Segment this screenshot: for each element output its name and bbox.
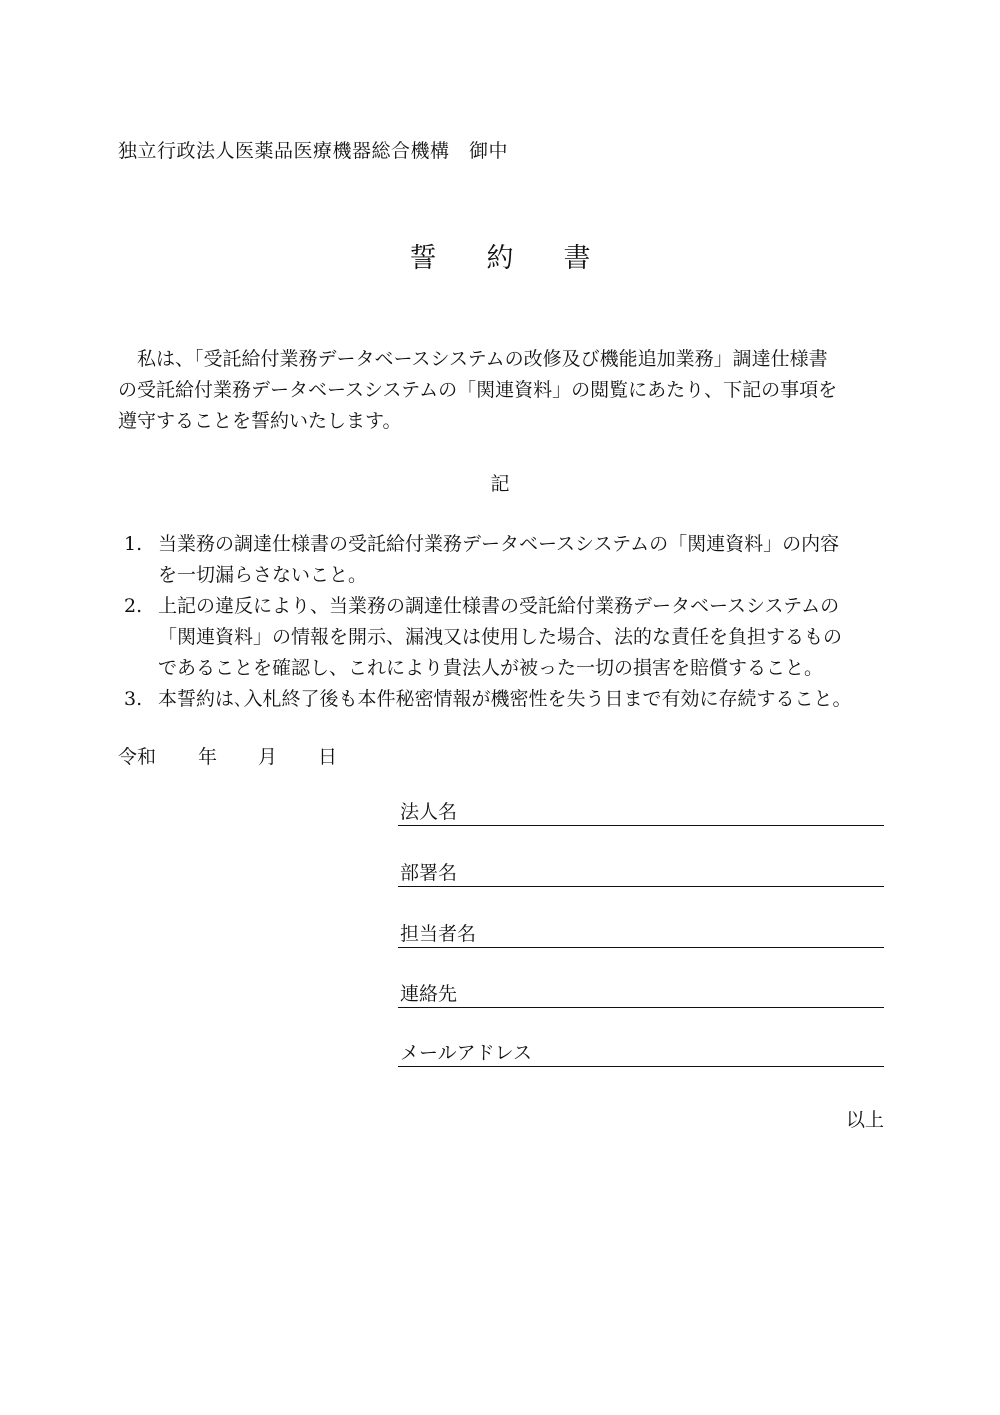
item-line: 「関連資料」の情報を開示、漏洩又は使用した場合、法的な責任を負担するもの: [158, 626, 843, 648]
contact-field[interactable]: [398, 981, 884, 1008]
title-char-1: 誓: [409, 243, 437, 274]
item-line: であることを確認し、これにより貴法人が被った一切の損害を賠償すること。: [158, 657, 824, 679]
addressee: 独立行政法人医薬品医療機器総合機構 御中: [118, 140, 509, 162]
title-char-2: 約: [486, 243, 514, 274]
person-in-charge-field[interactable]: [398, 921, 884, 948]
email-field[interactable]: [398, 1040, 884, 1067]
date-day: 日: [318, 746, 338, 768]
person-in-charge-label: 担当者名: [400, 923, 477, 945]
pledge-statement: [118, 344, 884, 437]
closing-text: 以上: [845, 1109, 884, 1131]
contact-label: 連絡先: [400, 983, 458, 1005]
pledge-item-1: [124, 529, 886, 591]
date-month: 月: [258, 746, 278, 768]
date-line: [118, 742, 337, 769]
item-number: 3.: [124, 688, 143, 710]
date-year: 年: [198, 746, 218, 768]
ki-heading: 記: [490, 473, 510, 495]
item-line: 当業務の調達仕様書の受託給付業務データベースシステムの「関連資料」の内容: [158, 533, 840, 555]
email-label: メールアドレス: [400, 1042, 533, 1064]
pledge-line: の受託給付業務データベースシステムの「関連資料」の閲覧にあたり、下記の事項を: [118, 379, 838, 401]
pledge-item-2: [124, 591, 886, 684]
corporation-name-field[interactable]: [398, 799, 884, 826]
pledge-items: [124, 529, 886, 715]
date-era: 令和: [118, 746, 157, 768]
pledge-item-3: [124, 684, 886, 715]
title-char-3: 書: [563, 243, 591, 274]
pledge-line: 私は、「受託給付業務データベースシステムの改修及び機能追加業務」調達仕様書: [118, 348, 828, 370]
item-line: 本誓約は､入札終了後も本件秘密情報が機密性を失う日まで有効に存続すること。: [158, 688, 852, 710]
department-name-field[interactable]: [398, 860, 884, 887]
item-line: を一切漏らさないこと。: [158, 564, 368, 586]
pledge-line: 遵守することを誓約いたします。: [118, 410, 402, 432]
item-line: 上記の違反により、当業務の調達仕様書の受託給付業務データベースシステムの: [158, 595, 840, 617]
item-number: 2.: [124, 595, 143, 617]
item-number: 1.: [124, 533, 143, 555]
document-title: [0, 236, 1000, 275]
corporation-name-label: 法人名: [400, 801, 458, 823]
department-name-label: 部署名: [400, 862, 458, 884]
